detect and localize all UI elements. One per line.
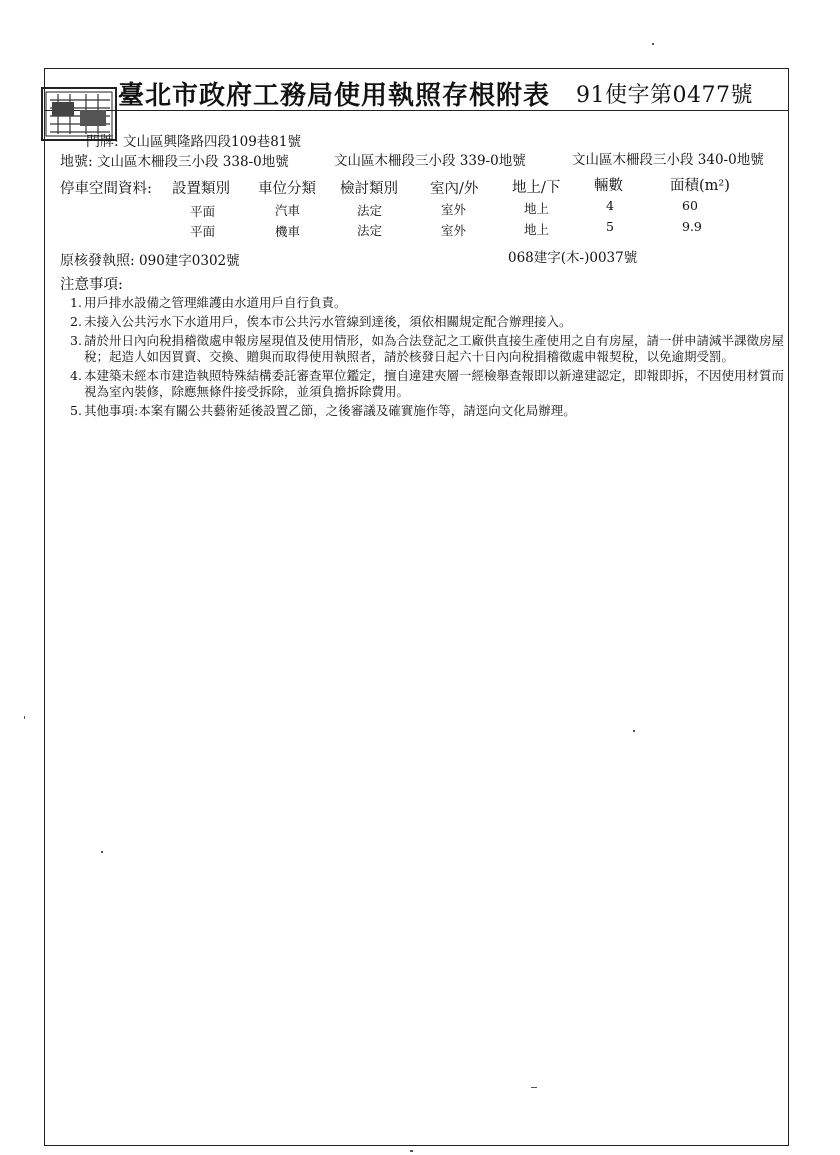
note-text: 本建築未經本市建造執照特殊結構委託審查單位鑑定，擅自違建夾層一經檢舉查報即以新違建認定，即報即拆，不因使用材質而視為室內裝修，除應無條件接受拆除，並須負擔拆除費用。: [84, 368, 785, 399]
parking-r1-count: 4: [606, 198, 614, 213]
original-license-value-2: 068建字(木-)0037號: [508, 250, 638, 266]
land-lot-2: 文山區木柵段三小段 339-0地號: [334, 153, 526, 169]
note-number: 4.: [70, 368, 82, 383]
land-label: 地號:: [60, 154, 93, 170]
parking-r2-class: 機車: [275, 224, 301, 239]
parking-r2-type: 平面: [190, 224, 216, 239]
note-number: 5.: [70, 403, 82, 418]
notes-title: 注意事項:: [60, 277, 123, 293]
parking-header-count: 輛數: [594, 178, 623, 194]
parking-r1-type: 平面: [190, 204, 216, 219]
page-title: 臺北市政府工務局使用執照存根附表: [118, 81, 551, 111]
note-number: 3.: [70, 333, 82, 348]
parking-r2-indoor: 室外: [441, 223, 467, 238]
original-license-label: 原核發執照:: [60, 253, 135, 269]
parking-header-indoor: 室內/外: [430, 181, 479, 197]
note-item: [60, 333, 784, 365]
original-license-row: [60, 249, 240, 270]
parking-label: 停車空間資料:: [60, 181, 152, 197]
scan-speck: [24, 716, 25, 719]
parking-r2-area: 9.9: [682, 219, 702, 234]
scan-speck: [410, 1150, 413, 1152]
parking-header-review: 檢討類別: [340, 181, 398, 197]
note-item: [60, 295, 784, 311]
address-label: 門牌:: [86, 134, 119, 150]
land-label-row: [60, 150, 289, 171]
note-item: [60, 403, 784, 419]
parking-r1-class: 汽車: [275, 203, 301, 218]
parking-r1-indoor: 室外: [441, 202, 467, 217]
parking-header-area: 面積(m²): [670, 178, 730, 194]
parking-header-type: 設置類別: [172, 181, 230, 197]
address-value: 文山區興隆路四段109巷81號: [123, 134, 301, 150]
scan-speck: [531, 1087, 537, 1088]
parking-r1-review: 法定: [357, 203, 383, 218]
note-text: 其他事項:本案有關公共藝術延後設置乙節，之後審議及確實施作等，請逕向文化局辦理。: [84, 403, 576, 418]
note-text: 請於卅日內向稅捐稽徵處申報房屋現值及使用情形，如為合法登記之工廠供直接生產使用之自有房屋，請一併申請減半課徵房屋稅；起造人如因買賣、交換、贈與而取得使用執照者，請於核發日起六十日內向稅捐稽徵處申報契稅，以免逾期受罰。: [84, 333, 785, 364]
original-license-value-1: 090建字0302號: [139, 253, 240, 269]
note-text: 未接入公共污水下水道用戶，俟本市公共污水管線到達後，須依相關規定配合辦理接入。: [84, 314, 572, 329]
scan-speck: [633, 730, 635, 732]
notes-section: [60, 277, 784, 422]
parking-r2-count: 5: [606, 219, 614, 234]
address-row: [86, 130, 301, 151]
land-lot-3: 文山區木柵段三小段 340-0地號: [572, 152, 764, 168]
note-text: 用戶排水設備之管理維護由水道用戶自行負責。: [84, 295, 347, 310]
document-frame: [44, 68, 789, 1146]
parking-r2-review: 法定: [357, 223, 383, 238]
parking-r2-level: 地上: [524, 222, 550, 237]
parking-r1-area: 60: [682, 198, 698, 213]
document-number: 91使字第0477號: [576, 83, 753, 108]
parking-header-class: 車位分類: [258, 181, 316, 197]
scan-speck: [101, 851, 103, 853]
parking-header-level: 地上/下: [512, 180, 561, 196]
note-number: 1.: [70, 295, 82, 310]
note-number: 2.: [70, 314, 82, 329]
scan-speck: [652, 43, 654, 45]
parking-r1-level: 地上: [524, 201, 550, 216]
note-item: [60, 314, 784, 330]
note-item: [60, 368, 784, 400]
land-lot-1: 文山區木柵段三小段 338-0地號: [97, 154, 289, 170]
